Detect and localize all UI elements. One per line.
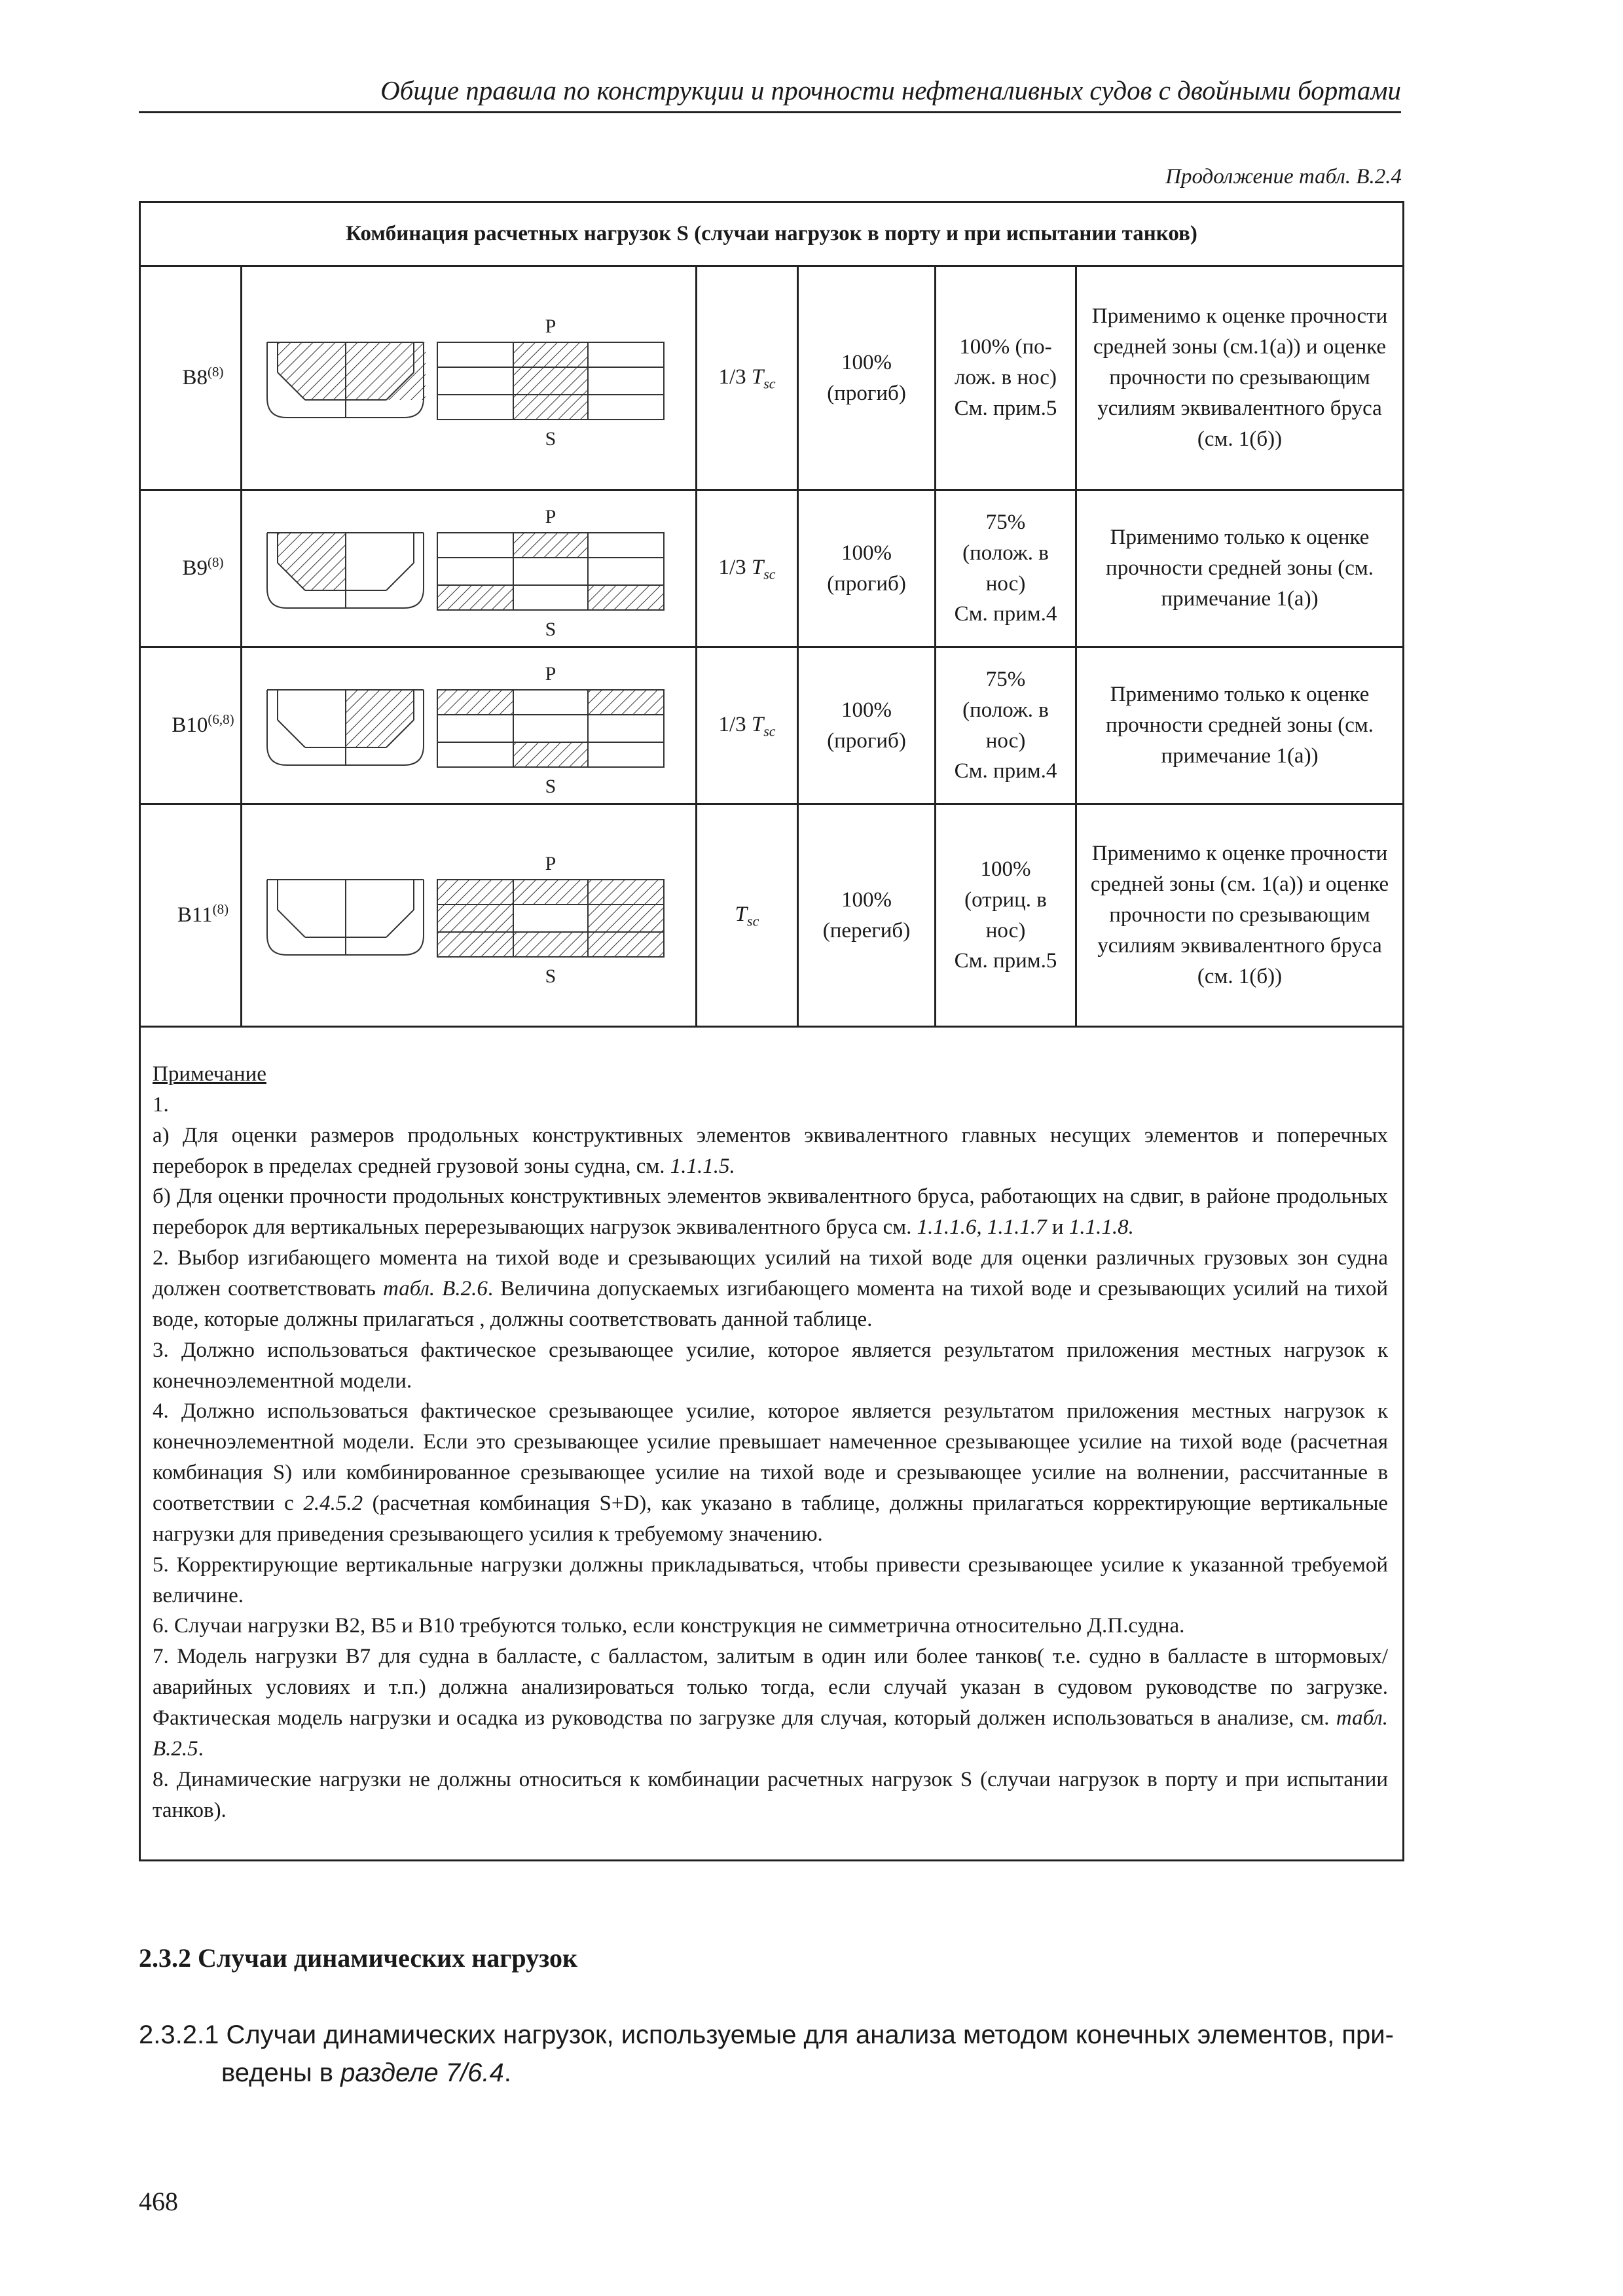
section-heading: 2.3.2 Случаи динамических нагрузок: [139, 1943, 578, 1973]
plan-label-starboard: S: [545, 965, 556, 987]
tank-loading-diagram: [242, 806, 697, 1025]
shear-force-cell: 75% (полож. в нос) См. прим.4: [936, 490, 1076, 647]
draft-cell: 1/3 $T_{sc}$: [697, 266, 798, 490]
plan-label-port: P: [545, 852, 556, 874]
plan-view: [437, 533, 664, 610]
section-view: [267, 690, 424, 765]
plan-view: [437, 342, 664, 420]
shear-force-cell: 100% (по- лож. в нос) См. прим.5: [936, 266, 1076, 490]
paragraph-2-3-2-1: 2.3.2.1 Случаи динамических нагрузок, используемые для анализа методом конечных элементов, при- ведены в разделе 7/6.4.: [139, 2020, 1394, 2087]
load-pattern-drawing: [242, 490, 697, 647]
notes-heading: Примечание: [153, 1062, 266, 1086]
draft-cell: 1/3 $T_{sc}$: [697, 490, 798, 647]
section-view: [267, 880, 424, 955]
table-row: [140, 647, 1404, 804]
note-2: 2. Выбор изгибающего момента на тихой воде и срезывающих усилий на тихой воде для оценки различных грузовых зон судна должен соответствовать табл. В.2.6. Величина допускаемых изгибающего момента на тихой воде и срезывающих усилий на тихой воде, которые должны прилагаться , должны соответствовать данной таблице.: [153, 1246, 1389, 1331]
shear-force-cell: 75% (полож. в нос) См. прим.4: [936, 647, 1076, 804]
applicability-cell: Применимо только к оценке прочности средней зоны (см. примечание 1(а)): [1076, 647, 1404, 804]
section-view: [267, 342, 426, 418]
load-combination-table: [139, 201, 1404, 1861]
note-7: 7. Модель нагрузки В7 для судна в балласте, с балластом, залитым в один или более танков( т.е. судно в балласте в штормовых/аварийных условиях и т.п.) должна анализироваться только тогда, если случай указан в судовом руководстве по загрузке. Фактическая модель нагрузки и осадка из руководства по загрузке для случая, который должен использоваться в анализе, см. табл. В.2.5.: [153, 1645, 1389, 1761]
plan-label-starboard: S: [545, 618, 556, 640]
note-6: 6. Случаи нагрузки В2, В5 и В10 требуются только, если конструкция не симметрична относительно Д.П.судна.: [153, 1614, 1185, 1638]
bending-moment-cell: 100% (прогиб): [798, 647, 936, 804]
bending-moment-cell: 100% (прогиб): [798, 266, 936, 490]
shear-force-cell: 100% (отриц. в нос) См. прим.5: [936, 804, 1076, 1027]
note-5: 5. Корректирующие вертикальные нагрузки должны прикладываться, чтобы привести срезывающее усилие к указанной требуемой величине.: [153, 1552, 1389, 1607]
table-row: [140, 266, 1404, 490]
tank-loading-diagram: [242, 268, 697, 488]
draft-cell: $T_{sc}$: [697, 804, 798, 1027]
table-title: Комбинация расчетных нагрузок S (случаи нагрузок в порту и при испытании танков): [140, 202, 1404, 266]
tank-loading-diagram: [242, 492, 697, 645]
section-reference: разделе 7/6.4: [340, 2058, 504, 2087]
bending-moment-cell: 100% (перегиб): [798, 804, 936, 1027]
table-notes: [140, 1027, 1404, 1861]
load-pattern-drawing: [242, 804, 697, 1027]
load-case-id: B8$^{(8)}$: [140, 266, 242, 490]
note-1a: а) Для оценки размеров продольных конструктивных элементов эквивалентного главных несущих элементов и поперечных переборок в пределах средней грузовой зоны судна, см. 1.1.1.5.: [153, 1123, 1389, 1178]
note-1: 1.: [153, 1092, 169, 1117]
note-1b: б) Для оценки прочности продольных конструктивных элементов эквивалентного бруса, работающих на сдвиг, в районе продольных переборок для вертикальных перерезывающих нагрузок эквивалентного бруса см. 1.1.1.6, 1.1.1.7 и 1.1.1.8.: [153, 1185, 1389, 1240]
plan-label-port: P: [545, 505, 556, 528]
page-number: 468: [139, 2187, 178, 2216]
load-pattern-drawing: [242, 647, 697, 804]
paragraph-number: 2.3.2.1: [139, 2020, 219, 2049]
section-view: [267, 533, 424, 608]
table-row: [140, 490, 1404, 647]
applicability-cell: Применимо к оценке прочности средней зоны (см. 1(а)) и оценке прочности по срезывающим усилиям эквивалентного бруса (см. 1(б)): [1076, 804, 1404, 1027]
running-header: [139, 72, 1401, 113]
applicability-cell: Применимо только к оценке прочности средней зоны (см. примечание 1(а)): [1076, 490, 1404, 647]
draft-cell: 1/3 $T_{sc}$: [697, 647, 798, 804]
plan-label-port: P: [545, 662, 556, 685]
table-continuation-label: Продолжение табл. В.2.4: [1165, 165, 1402, 188]
note-8: 8. Динамические нагрузки не должны относиться к комбинации расчетных нагрузок S (случаи нагрузок в порту и при испытании танков).: [153, 1767, 1389, 1822]
load-case-id: B11$^{(8)}$: [140, 804, 242, 1027]
table-row: [140, 804, 1404, 1027]
plan-label-port: P: [545, 315, 556, 337]
note-3: 3. Должно использоваться фактическое срезывающее усилие, которое является результатом приложения местных нагрузок к конечноэлементной модели.: [153, 1338, 1389, 1393]
plan-view: [437, 690, 664, 767]
applicability-cell: Применимо к оценке прочности средней зоны (см.1(а)) и оценке прочности по срезывающим усилиям эквивалентного бруса (см. 1(б)): [1076, 266, 1404, 490]
note-4: 4. Должно использоваться фактическое срезывающее усилие, которое является результатом приложения местных нагрузок к конечноэлементной модели. Если это срезывающее усилие превышает намеченное срезывающее усилие на тихой воде (расчетная комбинация S) или комбинированное срезывающее усилие на тихой воде и срезывающее усилие на волнении, рассчитанные в соответствии с 2.4.5.2 (расчетная комбинация S+D), как указано в таблице, должны прилагаться корректирующие вертикальные нагрузки для приведения срезывающего усилия к требуемому значению.: [153, 1399, 1389, 1546]
running-title: Общие правила по конструкции и прочности нефтеналивных судов с двойными бортами: [380, 75, 1401, 105]
plan-label-starboard: S: [545, 775, 556, 797]
bending-moment-cell: 100% (прогиб): [798, 490, 936, 647]
load-case-id: B10$^{(6,8)}$: [140, 647, 242, 804]
load-case-id: B9$^{(8)}$: [140, 490, 242, 647]
tank-loading-diagram: [242, 649, 697, 802]
plan-label-starboard: S: [545, 427, 556, 450]
plan-view: [437, 880, 664, 957]
load-pattern-drawing: [242, 266, 697, 490]
